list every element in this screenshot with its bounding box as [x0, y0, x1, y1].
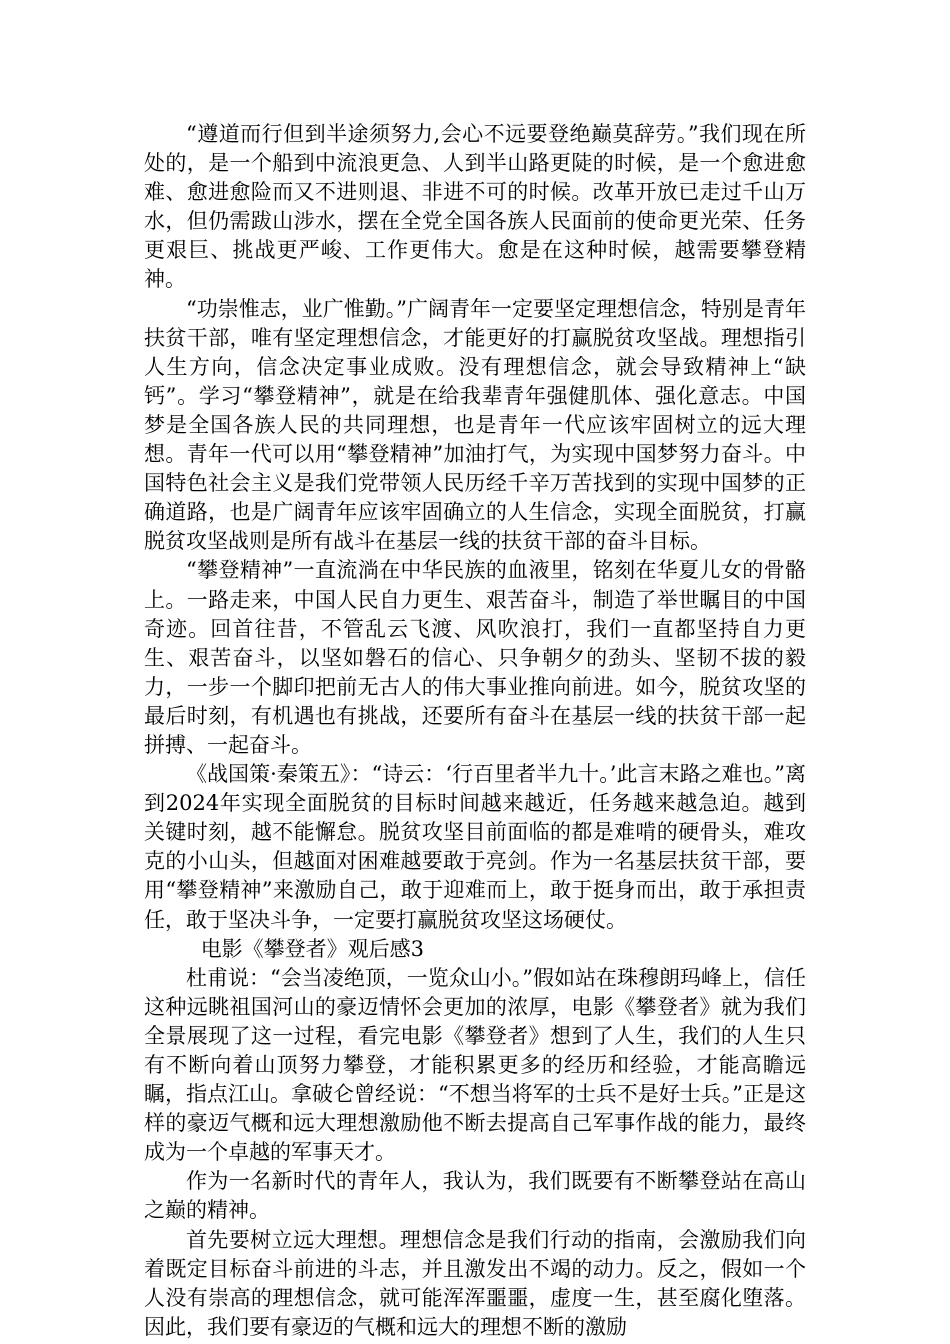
paragraph-3: “攀登精神”一直流淌在中华民族的血液里，铭刻在华夏儿女的骨骼上。一路走来，中国人民自力更生、艰苦奋斗，制造了举世瞩目的中国奇迹。回首往昔，不管乱云飞渡、风吹浪打，我们一直都坚持自力更生、艰苦奋斗，以坚如磐石的信心、只争朝夕的劲头、坚韧不拔的毅力，一步一个脚印把前无古人的伟大事业推向前进。如今，脱贫攻坚的最后时刻，有机遇也有挑战，还要所有奋斗在基层一线的扶贫干部一起拼搏、一起奋斗。 — [144, 558, 806, 757]
paragraph-2: “功崇惟志，业广惟勤。”广阔青年一定要坚定理想信念，特别是青年扶贫干部，唯有坚定理想信念，才能更好的打赢脱贫攻坚战。理想指引人生方向，信念决定事业成败。没有理想信念，就会导致精神上“缺钙”。学习“攀登精神”，就是在给我辈青年强健肌体、强化意志。中国梦是全国各族人民的共同理想，也是青年一代应该牢固树立的远大理想。青年一代可以用“攀登精神”加油打气，为实现中国梦努力奋斗。中国特色社会主义是我们党带领人民历经千辛万苦找到的实现中国梦的正确道路，也是广阔青年应该牢固确立的人生信念，实现全面脱贫，打赢脱贫攻坚战则是所有战斗在基层一线的扶贫干部的奋斗目标。 — [144, 296, 806, 554]
paragraph-1: “遵道而行但到半途须努力,会心不远要登绝巅莫辞劳。”我们现在所处的，是一个船到中流浪更急、人到半山路更陡的时候，是一个愈进愈难、愈进愈险而又不进则退、非进不可的时候。改革开放已走过千山万水，但仍需跋山涉水，摆在全党全国各族人民面前的使命更光荣、任务更艰巨、挑战更严峻、工作更伟大。愈是在这种时候，越需要攀登精神。 — [144, 122, 806, 292]
document-page — [144, 120, 806, 1342]
paragraph-6: 作为一名新时代的青年人，我认为，我们既要有不断攀登站在高山之巅的精神。 — [144, 1169, 806, 1223]
paragraph-5: 杜甫说：“会当凌绝顶，一览众山小。”假如站在珠穆朗玛峰上，信任这种远眺祖国河山的豪迈情怀会更加的浓厚，电影《攀登者》就为我们全景展现了这一过程，看完电影《攀登者》想到了人生，我们的人生只有不断向着山顶努力攀登，才能积累更多的经历和经验，才能高瞻远瞩，指点江山。拿破仑曾经说：“不想当将军的士兵不是好士兵。”正是这样的豪迈气概和远大理想激励他不断去提高自己军事作战的能力，最终成为一个卓越的军事天才。 — [144, 965, 806, 1165]
paragraph-7: 首先要树立远大理想。理想信念是我们行动的指南，会激励我们向着既定目标奋斗前进的斗志，并且激发出不竭的动力。反之，假如一个人没有崇高的理想信念，就可能浑浑噩噩，虚度一生，甚至腐化堕落。因此，我们要有豪迈的气概和远大的理想不断的激励 — [144, 1227, 806, 1339]
section-heading: 电影《攀登者》观后感3 — [200, 936, 425, 961]
paragraph-4: 《战国策·秦策五》：“诗云：‘行百里者半九十。’此言末路之难也。”离到2024年实现全面脱贫的目标时间越来越近，任务越来越急迫。越到关键时刻，越不能懈怠。脱贫攻坚目前面临的都是难啃的硬骨头，难攻克的小山头，但越面对困难越要敢于亮剑。作为一名基层扶贫干部，要用“攀登精神”来激励自己，敢于迎难而上，敢于挺身而出，敢于承担责任，敢于坚决斗争，一定要打赢脱贫攻坚这场硬仗。 — [144, 762, 806, 932]
